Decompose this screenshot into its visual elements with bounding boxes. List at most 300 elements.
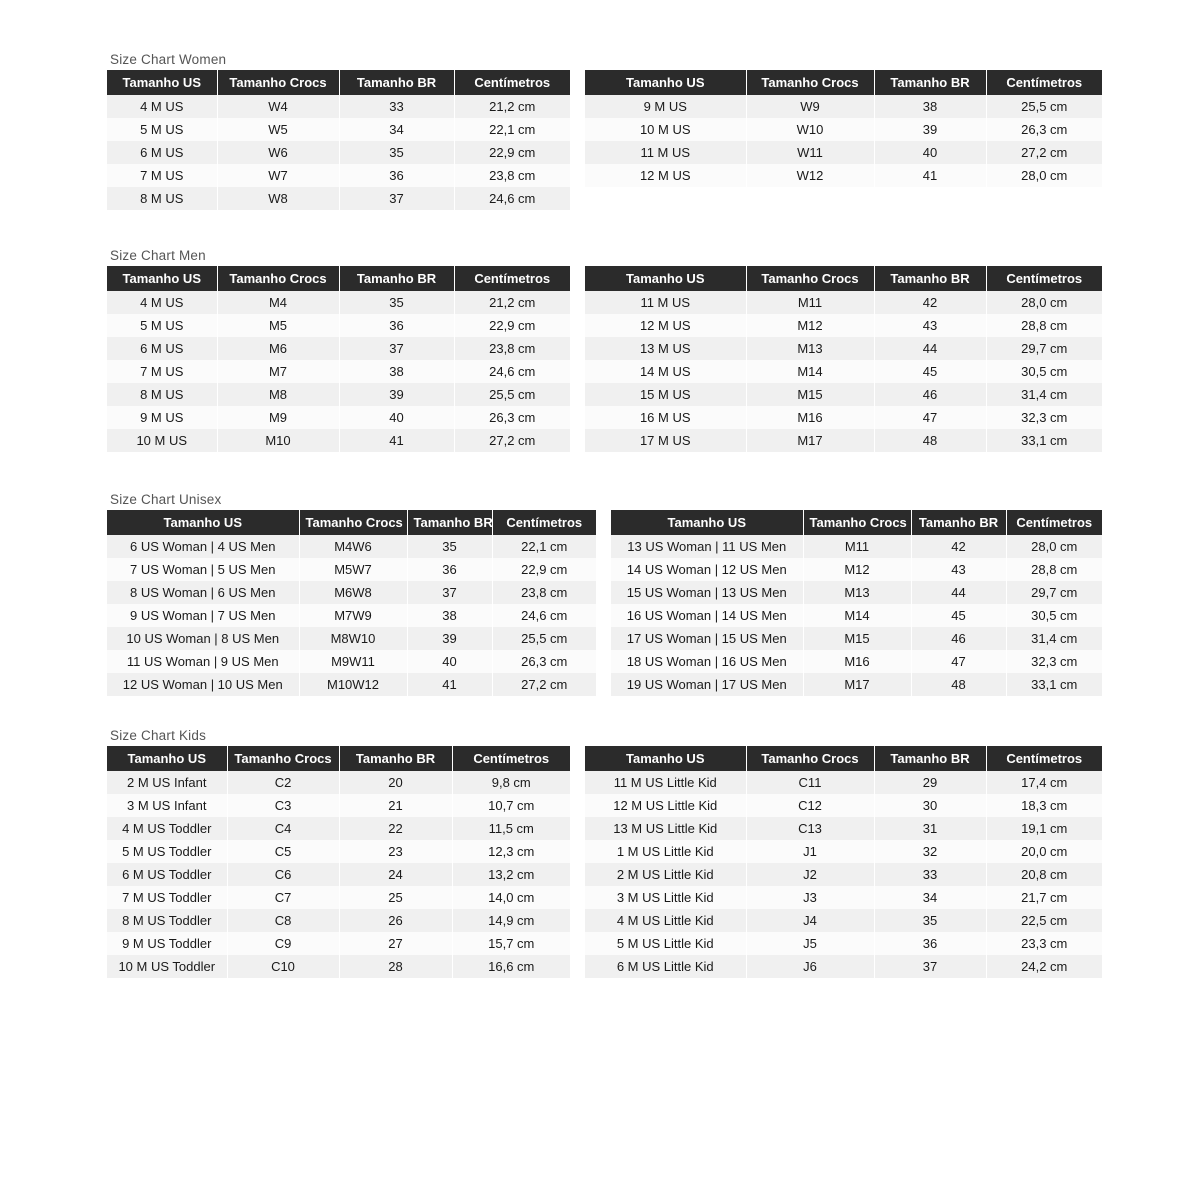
- table-row: [107, 932, 570, 955]
- column-header-tamanho-us: Tamanho US: [585, 70, 746, 95]
- table-cell: 27: [339, 932, 452, 955]
- table-row: [611, 604, 1102, 627]
- column-header-tamanho-br: Tamanho BR: [339, 70, 454, 95]
- table-row: [107, 141, 570, 164]
- table-cell: 11,5 cm: [452, 817, 570, 840]
- table-cell: 23: [339, 840, 452, 863]
- table-cell: 9 M US: [585, 95, 746, 118]
- column-header-tamanho-us: Tamanho US: [107, 70, 217, 95]
- table-cell: 6 M US: [107, 141, 217, 164]
- table-row: [585, 771, 1102, 794]
- table-cell: M4W6: [299, 535, 407, 558]
- table-row: [107, 95, 570, 118]
- table-cell: 14,9 cm: [452, 909, 570, 932]
- table-body: [107, 95, 570, 210]
- table-cell: 13,2 cm: [452, 863, 570, 886]
- table-cell: C4: [227, 817, 339, 840]
- table-cell: 9 M US Toddler: [107, 932, 227, 955]
- table-cell: 32: [874, 840, 986, 863]
- table-cell: 27,2 cm: [986, 141, 1102, 164]
- table-cell: 15 US Woman | 13 US Men: [611, 581, 803, 604]
- table-cell: 33: [874, 863, 986, 886]
- table-cell: 16 US Woman | 14 US Men: [611, 604, 803, 627]
- table-cell: 43: [911, 558, 1006, 581]
- table-row: [585, 95, 1102, 118]
- table-cell: 39: [339, 383, 454, 406]
- table-header-row: [107, 746, 570, 771]
- table-cell: M4: [217, 291, 339, 314]
- table-row: [107, 535, 596, 558]
- table-cell: 24,6 cm: [454, 187, 570, 210]
- table-row: [585, 886, 1102, 909]
- table-row: [107, 955, 570, 978]
- table-cell: 14 M US: [585, 360, 746, 383]
- table-cell: 48: [911, 673, 1006, 696]
- table-row: [585, 932, 1102, 955]
- table-cell: C9: [227, 932, 339, 955]
- table-row: [585, 794, 1102, 817]
- table-cell: 38: [339, 360, 454, 383]
- table-cell: 22,1 cm: [492, 535, 596, 558]
- table-cell: 5 M US: [107, 314, 217, 337]
- table-cell: 29,7 cm: [986, 337, 1102, 360]
- table-women-right: [585, 70, 1102, 187]
- table-row: [107, 383, 570, 406]
- table-header-row: [611, 510, 1102, 535]
- table-row: [585, 840, 1102, 863]
- table-cell: 26,3 cm: [492, 650, 596, 673]
- section-title-kids: Size Chart Kids: [110, 728, 207, 743]
- table-cell: 10 US Woman | 8 US Men: [107, 627, 299, 650]
- table-row: [611, 581, 1102, 604]
- column-header-tamanho-us: Tamanho US: [107, 746, 227, 771]
- table-cell: 6 US Woman | 4 US Men: [107, 535, 299, 558]
- table-row: [107, 817, 570, 840]
- table-cell: 14 US Woman | 12 US Men: [611, 558, 803, 581]
- table-cell: M13: [803, 581, 911, 604]
- table-cell: 18,3 cm: [986, 794, 1102, 817]
- table-row: [611, 650, 1102, 673]
- table-cell: 27,2 cm: [454, 429, 570, 452]
- table-cell: C7: [227, 886, 339, 909]
- section-size-chart-kids: [107, 728, 1100, 978]
- table-cell: C13: [746, 817, 874, 840]
- table-cell: 44: [874, 337, 986, 360]
- table-body: [107, 291, 570, 452]
- table-row: [107, 337, 570, 360]
- column-header-tamanho-crocs: Tamanho Crocs: [746, 266, 874, 291]
- table-cell: 30: [874, 794, 986, 817]
- table-row: [107, 909, 570, 932]
- column-header-centimetros: Centímetros: [454, 70, 570, 95]
- column-header-centimetros: Centímetros: [1006, 510, 1102, 535]
- table-cell: 17,4 cm: [986, 771, 1102, 794]
- table-cell: 22,5 cm: [986, 909, 1102, 932]
- table-cell: C3: [227, 794, 339, 817]
- table-cell: 12,3 cm: [452, 840, 570, 863]
- table-women-left: [107, 70, 570, 210]
- table-cell: 22: [339, 817, 452, 840]
- table-cell: 15,7 cm: [452, 932, 570, 955]
- spacer: [107, 696, 1100, 728]
- tables-row-unisex: [107, 510, 1100, 696]
- table-cell: 5 M US Toddler: [107, 840, 227, 863]
- table-cell: 4 M US: [107, 95, 217, 118]
- table-cell: 35: [339, 141, 454, 164]
- table-row: [585, 141, 1102, 164]
- table-cell: 21: [339, 794, 452, 817]
- tables-row-men: [107, 266, 1100, 452]
- table-header-row: [585, 746, 1102, 771]
- table-cell: 47: [874, 406, 986, 429]
- column-header-tamanho-br: Tamanho BR: [874, 266, 986, 291]
- table-row: [107, 558, 596, 581]
- table-cell: M5: [217, 314, 339, 337]
- table-header-row: [107, 510, 596, 535]
- table-cell: M5W7: [299, 558, 407, 581]
- table-cell: 28,0 cm: [1006, 535, 1102, 558]
- table-cell: 44: [911, 581, 1006, 604]
- table-cell: 11 M US: [585, 291, 746, 314]
- table-row: [611, 558, 1102, 581]
- table-cell: 33,1 cm: [986, 429, 1102, 452]
- column-header-tamanho-us: Tamanho US: [585, 746, 746, 771]
- table-cell: 7 US Woman | 5 US Men: [107, 558, 299, 581]
- table-cell: 23,8 cm: [454, 164, 570, 187]
- spacer: [107, 210, 1100, 248]
- table-cell: M9W11: [299, 650, 407, 673]
- table-cell: 31: [874, 817, 986, 840]
- column-header-tamanho-br: Tamanho BR: [874, 70, 986, 95]
- table-cell: 46: [911, 627, 1006, 650]
- table-cell: 8 M US: [107, 383, 217, 406]
- table-cell: 10 M US Toddler: [107, 955, 227, 978]
- table-cell: M8W10: [299, 627, 407, 650]
- table-cell: C10: [227, 955, 339, 978]
- table-cell: 8 US Woman | 6 US Men: [107, 581, 299, 604]
- table-row: [585, 314, 1102, 337]
- table-cell: 28,8 cm: [1006, 558, 1102, 581]
- table-cell: 19,1 cm: [986, 817, 1102, 840]
- tables-row-women: [107, 70, 1100, 210]
- table-cell: M11: [746, 291, 874, 314]
- table-cell: J4: [746, 909, 874, 932]
- table-row: [107, 118, 570, 141]
- table-cell: 35: [874, 909, 986, 932]
- table-cell: 25,5 cm: [986, 95, 1102, 118]
- table-cell: M14: [746, 360, 874, 383]
- table-cell: 24: [339, 863, 452, 886]
- table-cell: 34: [874, 886, 986, 909]
- table-cell: 25,5 cm: [492, 627, 596, 650]
- table-cell: 10,7 cm: [452, 794, 570, 817]
- table-cell: W9: [746, 95, 874, 118]
- table-cell: M9: [217, 406, 339, 429]
- table-cell: 24,2 cm: [986, 955, 1102, 978]
- table-cell: 41: [407, 673, 492, 696]
- table-cell: M6: [217, 337, 339, 360]
- table-row: [107, 771, 570, 794]
- table-cell: M12: [746, 314, 874, 337]
- table-cell: 12 US Woman | 10 US Men: [107, 673, 299, 696]
- table-cell: W4: [217, 95, 339, 118]
- table-cell: 39: [874, 118, 986, 141]
- table-header-row: [585, 266, 1102, 291]
- table-row: [585, 164, 1102, 187]
- table-body: [585, 95, 1102, 187]
- table-cell: 18 US Woman | 16 US Men: [611, 650, 803, 673]
- table-kids-right: [585, 746, 1102, 978]
- table-cell: C12: [746, 794, 874, 817]
- table-cell: 7 M US: [107, 360, 217, 383]
- column-header-tamanho-br: Tamanho BR: [874, 746, 986, 771]
- table-cell: J6: [746, 955, 874, 978]
- table-cell: 3 M US Little Kid: [585, 886, 746, 909]
- table-header-row: [585, 70, 1102, 95]
- table-row: [107, 794, 570, 817]
- table-cell: M16: [803, 650, 911, 673]
- table-cell: 23,3 cm: [986, 932, 1102, 955]
- table-cell: 21,2 cm: [454, 291, 570, 314]
- table-body: [585, 771, 1102, 978]
- spacer: [107, 452, 1100, 492]
- table-cell: 45: [911, 604, 1006, 627]
- table-body: [585, 291, 1102, 452]
- table-cell: W12: [746, 164, 874, 187]
- table-kids-left: [107, 746, 570, 978]
- table-cell: 20,0 cm: [986, 840, 1102, 863]
- table-cell: 38: [407, 604, 492, 627]
- table-cell: 40: [407, 650, 492, 673]
- table-cell: 6 M US: [107, 337, 217, 360]
- table-cell: 48: [874, 429, 986, 452]
- table-cell: 36: [874, 932, 986, 955]
- table-cell: 28,0 cm: [986, 291, 1102, 314]
- table-cell: C2: [227, 771, 339, 794]
- table-row: [107, 164, 570, 187]
- table-cell: 1 M US Little Kid: [585, 840, 746, 863]
- table-cell: 7 M US: [107, 164, 217, 187]
- section-title-women: Size Chart Women: [110, 52, 227, 67]
- table-cell: 9,8 cm: [452, 771, 570, 794]
- table-cell: 40: [874, 141, 986, 164]
- table-cell: 10 M US: [585, 118, 746, 141]
- table-header-row: [107, 266, 570, 291]
- table-row: [107, 886, 570, 909]
- column-header-tamanho-us: Tamanho US: [611, 510, 803, 535]
- table-row: [107, 291, 570, 314]
- table-row: [585, 817, 1102, 840]
- table-cell: 27,2 cm: [492, 673, 596, 696]
- column-header-tamanho-us: Tamanho US: [107, 266, 217, 291]
- table-cell: 25,5 cm: [454, 383, 570, 406]
- table-cell: 41: [339, 429, 454, 452]
- table-cell: 39: [407, 627, 492, 650]
- table-cell: 31,4 cm: [1006, 627, 1102, 650]
- column-header-tamanho-us: Tamanho US: [107, 510, 299, 535]
- table-cell: 23,8 cm: [492, 581, 596, 604]
- section-size-chart-unisex: [107, 492, 1100, 696]
- table-cell: 5 M US Little Kid: [585, 932, 746, 955]
- table-cell: 25: [339, 886, 452, 909]
- table-cell: M16: [746, 406, 874, 429]
- table-cell: 26,3 cm: [454, 406, 570, 429]
- table-cell: 37: [407, 581, 492, 604]
- column-header-centimetros: Centímetros: [454, 266, 570, 291]
- table-cell: 4 M US Toddler: [107, 817, 227, 840]
- table-cell: W10: [746, 118, 874, 141]
- table-row: [585, 383, 1102, 406]
- table-row: [107, 187, 570, 210]
- table-cell: 22,9 cm: [454, 314, 570, 337]
- table-cell: 33,1 cm: [1006, 673, 1102, 696]
- table-cell: 8 M US Toddler: [107, 909, 227, 932]
- table-row: [585, 863, 1102, 886]
- column-header-tamanho-crocs: Tamanho Crocs: [227, 746, 339, 771]
- section-title-men: Size Chart Men: [110, 248, 206, 263]
- table-row: [107, 840, 570, 863]
- column-header-centimetros: Centímetros: [452, 746, 570, 771]
- table-cell: 43: [874, 314, 986, 337]
- table-cell: M17: [803, 673, 911, 696]
- table-cell: 21,7 cm: [986, 886, 1102, 909]
- column-header-tamanho-crocs: Tamanho Crocs: [217, 70, 339, 95]
- table-cell: 26,3 cm: [986, 118, 1102, 141]
- section-title-unisex: Size Chart Unisex: [110, 492, 222, 507]
- table-cell: 34: [339, 118, 454, 141]
- table-cell: 26: [339, 909, 452, 932]
- table-cell: 38: [874, 95, 986, 118]
- table-cell: 37: [339, 187, 454, 210]
- table-cell: M17: [746, 429, 874, 452]
- section-size-chart-men: [107, 248, 1100, 452]
- column-header-tamanho-br: Tamanho BR: [339, 746, 452, 771]
- table-cell: 30,5 cm: [986, 360, 1102, 383]
- column-header-tamanho-crocs: Tamanho Crocs: [299, 510, 407, 535]
- table-cell: 2 M US Little Kid: [585, 863, 746, 886]
- table-row: [611, 627, 1102, 650]
- table-cell: 28,0 cm: [986, 164, 1102, 187]
- table-row: [585, 406, 1102, 429]
- table-cell: 16,6 cm: [452, 955, 570, 978]
- table-cell: 14,0 cm: [452, 886, 570, 909]
- table-cell: M7W9: [299, 604, 407, 627]
- table-men-right: [585, 266, 1102, 452]
- table-cell: 32,3 cm: [986, 406, 1102, 429]
- column-header-tamanho-br: Tamanho BR: [407, 510, 492, 535]
- table-cell: 33: [339, 95, 454, 118]
- table-cell: 29: [874, 771, 986, 794]
- table-cell: J5: [746, 932, 874, 955]
- table-cell: W6: [217, 141, 339, 164]
- table-cell: 47: [911, 650, 1006, 673]
- table-cell: 2 M US Infant: [107, 771, 227, 794]
- table-cell: 12 M US: [585, 164, 746, 187]
- table-cell: 12 M US Little Kid: [585, 794, 746, 817]
- table-cell: 5 M US: [107, 118, 217, 141]
- table-row: [585, 955, 1102, 978]
- table-cell: J3: [746, 886, 874, 909]
- table-cell: 6 M US Toddler: [107, 863, 227, 886]
- table-cell: 11 M US Little Kid: [585, 771, 746, 794]
- table-cell: 36: [339, 164, 454, 187]
- table-row: [585, 360, 1102, 383]
- table-cell: 41: [874, 164, 986, 187]
- table-header-row: [107, 70, 570, 95]
- table-cell: 36: [339, 314, 454, 337]
- table-row: [585, 337, 1102, 360]
- table-cell: 40: [339, 406, 454, 429]
- table-men-left: [107, 266, 570, 452]
- table-cell: W11: [746, 141, 874, 164]
- table-cell: 13 M US: [585, 337, 746, 360]
- column-header-centimetros: Centímetros: [492, 510, 596, 535]
- table-cell: C5: [227, 840, 339, 863]
- table-row: [611, 673, 1102, 696]
- table-cell: M8: [217, 383, 339, 406]
- table-row: [107, 863, 570, 886]
- column-header-centimetros: Centímetros: [986, 266, 1102, 291]
- table-cell: M11: [803, 535, 911, 558]
- table-row: [107, 650, 596, 673]
- table-cell: 36: [407, 558, 492, 581]
- table-cell: 22,9 cm: [492, 558, 596, 581]
- column-header-tamanho-br: Tamanho BR: [911, 510, 1006, 535]
- table-unisex-left: [107, 510, 596, 696]
- table-row: [107, 429, 570, 452]
- column-header-tamanho-crocs: Tamanho Crocs: [746, 70, 874, 95]
- table-cell: M6W8: [299, 581, 407, 604]
- table-cell: 20: [339, 771, 452, 794]
- table-cell: 9 US Woman | 7 US Men: [107, 604, 299, 627]
- table-cell: 11 US Woman | 9 US Men: [107, 650, 299, 673]
- table-cell: M10W12: [299, 673, 407, 696]
- table-cell: 8 M US: [107, 187, 217, 210]
- table-cell: 17 US Woman | 15 US Men: [611, 627, 803, 650]
- column-header-tamanho-us: Tamanho US: [585, 266, 746, 291]
- table-row: [107, 627, 596, 650]
- table-row: [585, 291, 1102, 314]
- table-cell: 3 M US Infant: [107, 794, 227, 817]
- table-cell: M13: [746, 337, 874, 360]
- table-cell: 42: [874, 291, 986, 314]
- table-cell: 42: [911, 535, 1006, 558]
- table-cell: 23,8 cm: [454, 337, 570, 360]
- table-cell: M14: [803, 604, 911, 627]
- table-row: [107, 360, 570, 383]
- table-cell: W8: [217, 187, 339, 210]
- table-cell: 9 M US: [107, 406, 217, 429]
- table-body: [107, 535, 596, 696]
- table-cell: 24,6 cm: [492, 604, 596, 627]
- column-header-tamanho-crocs: Tamanho Crocs: [803, 510, 911, 535]
- table-row: [585, 429, 1102, 452]
- table-cell: 15 M US: [585, 383, 746, 406]
- table-row: [107, 604, 596, 627]
- table-cell: W7: [217, 164, 339, 187]
- column-header-tamanho-crocs: Tamanho Crocs: [746, 746, 874, 771]
- table-cell: M15: [746, 383, 874, 406]
- table-cell: M10: [217, 429, 339, 452]
- table-cell: 21,2 cm: [454, 95, 570, 118]
- table-cell: 37: [874, 955, 986, 978]
- section-size-chart-women: [107, 52, 1100, 210]
- table-cell: M7: [217, 360, 339, 383]
- column-header-tamanho-br: Tamanho BR: [339, 266, 454, 291]
- table-cell: 24,6 cm: [454, 360, 570, 383]
- table-cell: 12 M US: [585, 314, 746, 337]
- table-cell: C6: [227, 863, 339, 886]
